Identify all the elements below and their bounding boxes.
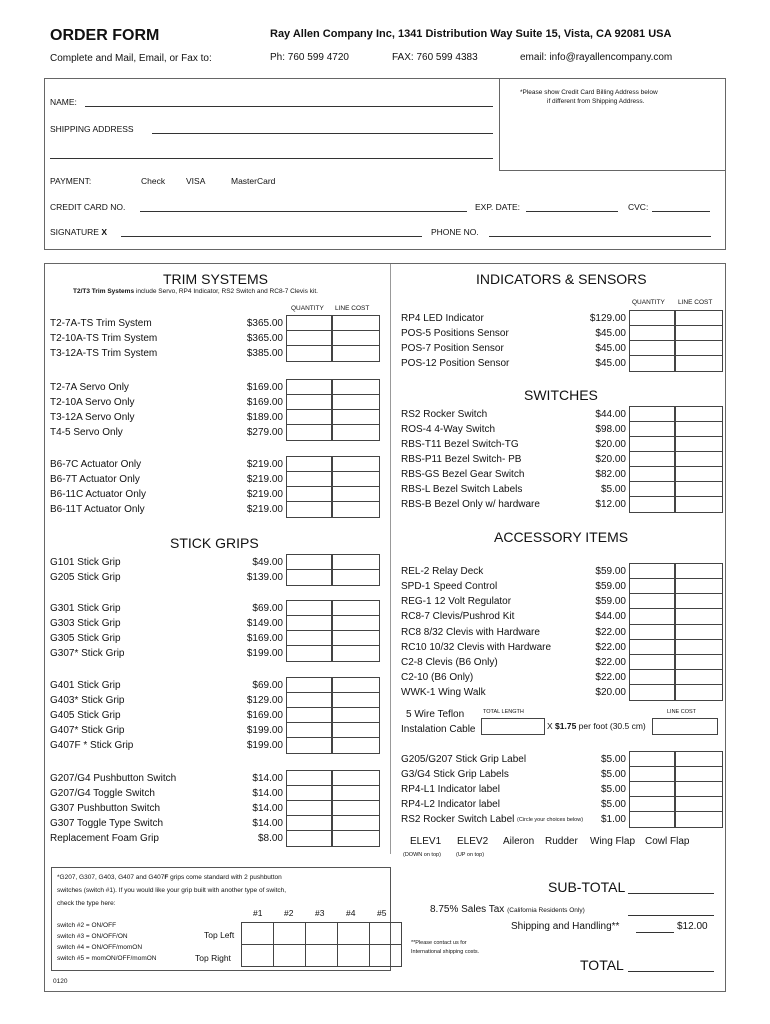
stick-grips-heading: STICK GRIPS	[170, 535, 259, 551]
cvc-field[interactable]	[652, 211, 710, 212]
switch-col-header-1: #1	[253, 908, 263, 918]
item-price: $22.00	[595, 672, 626, 683]
line-cost-input[interactable]	[332, 737, 380, 754]
item-row-pos-5-positions-sensor	[401, 326, 626, 341]
item-row-g407-stick-grip	[50, 723, 283, 738]
line-cost-input[interactable]	[332, 345, 380, 362]
item-price: $59.00	[595, 566, 626, 577]
shipping-address-label: SHIPPING ADDRESS	[50, 124, 134, 134]
intl-note-line2: International shipping costs.	[411, 949, 480, 955]
item-row-g207-g4-toggle-switch	[50, 786, 283, 801]
item-row-t3-12a-ts-trim-system	[50, 346, 283, 361]
signature-field[interactable]	[121, 236, 422, 237]
item-row-t3-12a-servo-only	[50, 410, 283, 425]
quantity-input[interactable]	[629, 684, 675, 701]
intl-note-line1: **Please contact us for	[411, 940, 467, 946]
item-name: RS2 Rocker Switch	[401, 409, 488, 420]
item-price: $199.00	[246, 648, 283, 659]
grid-top-left-1[interactable]	[242, 923, 274, 945]
item-row-t2-10a-ts-trim-system	[50, 331, 283, 346]
item-price: $219.00	[246, 459, 283, 470]
company-fax: FAX: 760 599 4383	[392, 52, 478, 63]
exp-date-field[interactable]	[526, 211, 618, 212]
choice-aileron[interactable]: Aileron	[503, 836, 535, 847]
shipping-value: $12.00	[677, 921, 708, 932]
switch-selection-grid	[241, 922, 402, 967]
item-row-g405-stick-grip	[50, 708, 283, 723]
line-cost-input[interactable]	[675, 608, 723, 625]
item-name: C2-8 Clevis (B6 Only)	[401, 657, 498, 668]
item-price: $139.00	[246, 572, 283, 583]
quantity-input[interactable]	[286, 501, 332, 518]
item-row-ros-4-4-way-switch	[401, 422, 626, 437]
company-address: Ray Allen Company Inc, 1341 Distribution Way Suite 15, Vista, CA 92081 USA	[270, 28, 672, 40]
item-price: $20.00	[595, 454, 626, 465]
item-name: RC8 8/32 Clevis with Hardware	[401, 627, 540, 638]
line-cost-input[interactable]	[332, 645, 380, 662]
cvc-label: CVC:	[628, 202, 649, 212]
column-divider	[390, 264, 391, 854]
item-name: T2-10A Servo Only	[50, 397, 135, 408]
item-row-g301-stick-grip	[50, 601, 283, 616]
item-name: POS-12 Position Sensor	[401, 358, 510, 369]
item-name: G307 Pushbutton Switch	[50, 803, 161, 814]
item-row-reg-1-12-volt-regulator	[401, 594, 626, 609]
shipping-address-field[interactable]	[152, 133, 493, 134]
item-row-rbs-p11-bezel-switch-pb	[401, 452, 626, 467]
item-name: G407* Stick Grip	[50, 725, 125, 736]
item-price: $12.00	[595, 499, 626, 510]
item-name: T2-10A-TS Trim System	[50, 333, 158, 344]
item-price: $5.00	[600, 784, 626, 795]
item-price: $279.00	[246, 427, 283, 438]
line-cost-input[interactable]	[332, 424, 380, 441]
item-row-rbs-b-bezel-only-w-hardware	[401, 497, 626, 512]
item-row-g207-g4-pushbutton-switch	[50, 771, 283, 786]
item-name: T2-7A-TS Trim System	[50, 318, 152, 329]
item-price: $129.00	[589, 313, 626, 324]
total-label: TOTAL	[580, 957, 624, 973]
switch-type-2: switch #2 = ON/OFF	[57, 922, 117, 929]
credit-card-label: CREDIT CARD NO.	[50, 202, 126, 212]
item-name: POS-7 Position Sensor	[401, 343, 504, 354]
item-row-g307-pushbutton-switch	[50, 801, 283, 816]
item-price: $169.00	[246, 633, 283, 644]
form-code: 0120	[53, 978, 68, 985]
item-price: $69.00	[252, 680, 283, 691]
item-row-replacement-foam-grip	[50, 831, 283, 846]
item-name: G307 Toggle Type Switch	[50, 818, 164, 829]
quantity-input[interactable]	[286, 830, 332, 847]
credit-card-field[interactable]	[140, 211, 467, 212]
form-title: ORDER FORM	[50, 27, 160, 44]
trim-qty-header: QUANTITY	[291, 305, 324, 312]
name-field[interactable]	[85, 106, 493, 107]
item-row-g407f-stick-grip	[50, 738, 283, 753]
item-price: $199.00	[246, 725, 283, 736]
quantity-input[interactable]	[629, 496, 675, 513]
circle-choices-note: (Circle your choices below)	[517, 817, 584, 823]
line-cost-input[interactable]	[675, 811, 723, 828]
form-instructions: Complete and Mail, Email, or Fax to:	[50, 53, 212, 64]
total-length-header: TOTAL LENGTH	[483, 709, 524, 715]
item-row-rc8-8-32-clevis-with-hardware	[401, 625, 626, 640]
item-name: T2-7A Servo Only	[50, 382, 129, 393]
item-price: $98.00	[595, 424, 626, 435]
item-row-g3-g4-stick-grip-labels	[401, 767, 626, 782]
item-row-g403-stick-grip	[50, 693, 283, 708]
item-price: $44.00	[595, 409, 626, 420]
item-row-g303-stick-grip	[50, 616, 283, 631]
item-price: $5.00	[600, 754, 626, 765]
item-name: B6-7C Actuator Only	[50, 459, 142, 470]
switch-note-line2: switches (switch #1). If you would like your grip built with another type of switch,	[57, 887, 287, 894]
item-price: $20.00	[595, 439, 626, 450]
item-name: REL-2 Relay Deck	[401, 566, 484, 577]
indicators-qty-header: QUANTITY	[632, 299, 665, 306]
item-name: RP4-L1 Indicator label	[401, 784, 500, 795]
item-price: $69.00	[252, 603, 283, 614]
top-right-label: Top Right	[195, 953, 231, 963]
item-price: $45.00	[595, 328, 626, 339]
item-row-g205-stick-grip	[50, 570, 283, 585]
item-row-b6-7t-actuator-only	[50, 472, 283, 487]
item-row-g205-g207-stick-grip-label	[401, 752, 626, 767]
signature-x-mark: X	[101, 227, 108, 237]
item-name: ROS-4 4-Way Switch	[401, 424, 496, 435]
quantity-input[interactable]	[629, 811, 675, 828]
item-row-rbs-l-bezel-switch-labels	[401, 482, 626, 497]
item-name: B6-11T Actuator Only	[50, 504, 145, 515]
indicators-heading: INDICATORS & SENSORS	[476, 271, 647, 287]
item-name: RC8-7 Clevis/Pushrod Kit	[401, 611, 515, 622]
item-row-rp4-l2-indicator-label	[401, 797, 626, 812]
grid-top-left-5[interactable]	[370, 923, 402, 945]
grid-top-right-3[interactable]	[306, 945, 338, 967]
billing-note-line1: *Please show Credit Card Billing Address below	[520, 89, 658, 96]
item-row-b6-11t-actuator-only	[50, 502, 283, 517]
item-name: G303 Stick Grip	[50, 618, 121, 629]
line-cost-input[interactable]	[332, 830, 380, 847]
teflon-linecost-header: LINE COST	[667, 709, 697, 715]
switch-type-4: switch #4 = ON/OFF/momON	[57, 944, 143, 951]
grid-top-right-4[interactable]	[338, 945, 370, 967]
item-row-b6-7c-actuator-only	[50, 457, 283, 472]
item-name: G307* Stick Grip	[50, 648, 125, 659]
quantity-input[interactable]	[286, 345, 332, 362]
item-name: G301 Stick Grip	[50, 603, 121, 614]
item-row-spd-1-speed-control	[401, 579, 626, 594]
payment-label: PAYMENT:	[50, 176, 92, 186]
line-cost-input[interactable]	[675, 355, 723, 372]
item-name: RBS-T11 Bezel Switch-TG	[401, 439, 519, 450]
item-price: $5.00	[600, 484, 626, 495]
item-price: $365.00	[246, 333, 283, 344]
item-name: G207/G4 Pushbutton Switch	[50, 773, 177, 784]
teflon-linecost-input[interactable]	[652, 718, 718, 735]
item-name: G101 Stick Grip	[50, 557, 121, 568]
item-name: RBS-P11 Bezel Switch- PB	[401, 454, 522, 465]
line-cost-input[interactable]	[332, 569, 380, 586]
item-row-t2-7a-servo-only	[50, 380, 283, 395]
item-price: $14.00	[252, 818, 283, 829]
item-price: $14.00	[252, 773, 283, 784]
item-name: POS-5 Positions Sensor	[401, 328, 509, 339]
item-name: G205/G207 Stick Grip Label	[401, 754, 527, 765]
switch-col-header-3: #3	[315, 908, 325, 918]
elev1-note: (DOWN on top)	[403, 852, 441, 858]
item-price: $44.00	[595, 611, 626, 622]
teflon-cable-label: 5 Wire Teflon	[406, 709, 465, 720]
item-name: T3-12A Servo Only	[50, 412, 135, 423]
payment-option-check[interactable]: Check	[141, 176, 166, 186]
grid-top-left-4[interactable]	[338, 923, 370, 945]
signature-label: SIGNATURE X	[50, 227, 108, 237]
item-price: $219.00	[246, 474, 283, 485]
billing-note-line2: if different from Shipping Address.	[547, 98, 645, 105]
item-name: T4-5 Servo Only	[50, 427, 123, 438]
item-price: $45.00	[595, 358, 626, 369]
switch-type-5: switch #5 = momON/OFF/momON	[57, 955, 157, 962]
shipping-field	[636, 932, 674, 933]
item-name: RBS-GS Bezel Gear Switch	[401, 469, 525, 480]
item-price: $59.00	[595, 596, 626, 607]
item-price: $1.00	[600, 814, 626, 825]
switch-note-line1: *G207, G307, G403, G407 and G407F grips come standard with 2 pushbutton	[57, 874, 282, 881]
item-row-rbs-t11-bezel-switch-tg	[401, 437, 626, 452]
item-price: $219.00	[246, 489, 283, 500]
top-left-label: Top Left	[204, 930, 235, 940]
item-price: $5.00	[600, 799, 626, 810]
company-phone: Ph: 760 599 4720	[270, 52, 349, 63]
item-row-g401-stick-grip	[50, 678, 283, 693]
item-price: $169.00	[246, 382, 283, 393]
item-name: RP4 LED Indicator	[401, 313, 484, 324]
item-name: G401 Stick Grip	[50, 680, 121, 691]
item-row-t2-10a-servo-only	[50, 395, 283, 410]
item-price: $385.00	[246, 348, 283, 359]
item-row-rp4-l1-indicator-label	[401, 782, 626, 797]
grid-top-left-2[interactable]	[274, 923, 306, 945]
sales-tax-field[interactable]	[628, 915, 714, 916]
item-price: $129.00	[246, 695, 283, 706]
quantity-input[interactable]	[629, 608, 675, 625]
item-name: B6-7T Actuator Only	[50, 474, 140, 485]
accessory-heading: ACCESSORY ITEMS	[494, 529, 629, 545]
sales-tax-label: 8.75% Sales Tax (California Residents Only)	[430, 904, 585, 915]
switch-col-header-2: #2	[284, 908, 294, 918]
item-name: G405 Stick Grip	[50, 710, 121, 721]
item-row-rs2-rocker-switch-label	[401, 812, 626, 827]
item-price: $20.00	[595, 687, 626, 698]
choice-elev2[interactable]: ELEV2	[457, 836, 489, 847]
item-row-pos-12-position-sensor	[401, 356, 626, 371]
grid-top-right-5[interactable]	[370, 945, 402, 967]
item-name: G305 Stick Grip	[50, 633, 121, 644]
item-name: G403* Stick Grip	[50, 695, 125, 706]
item-row-rc10-10-32-clevis-with-hardware	[401, 640, 626, 655]
item-row-c2-8-clevis-b6-only	[401, 655, 626, 670]
item-name: RS2 Rocker Switch Label	[401, 814, 515, 825]
item-row-t2-7a-ts-trim-system	[50, 316, 283, 331]
item-name: RC10 10/32 Clevis with Hardware	[401, 642, 552, 653]
item-name: Replacement Foam Grip	[50, 833, 159, 844]
item-row-g307-stick-grip	[50, 646, 283, 661]
item-row-rs2-rocker-switch	[401, 407, 626, 422]
item-price: $169.00	[246, 710, 283, 721]
item-row-rbs-gs-bezel-gear-switch	[401, 467, 626, 482]
trim-systems-note: T2/T3 Trim Systems include Servo, RP4 Indicator, RS2 Switch and RC8-7 Clevis kit.	[73, 288, 318, 295]
indicators-linecost-header: LINE COST	[678, 299, 713, 306]
grid-top-right-1[interactable]	[242, 945, 274, 967]
item-name: RP4-L2 Indicator label	[401, 799, 500, 810]
subtotal-label: SUB-TOTAL	[548, 879, 626, 895]
name-label: NAME:	[50, 97, 77, 107]
item-price: $199.00	[246, 740, 283, 751]
switch-col-header-4: #4	[346, 908, 356, 918]
line-cost-input[interactable]	[675, 684, 723, 701]
item-price: $219.00	[246, 504, 283, 515]
line-cost-input[interactable]	[675, 496, 723, 513]
line-cost-input[interactable]	[332, 501, 380, 518]
teflon-cable-label-2: Instalation Cable	[401, 724, 476, 735]
item-row-g101-stick-grip	[50, 555, 283, 570]
trim-linecost-header: LINE COST	[335, 305, 370, 312]
item-name: G207/G4 Toggle Switch	[50, 788, 155, 799]
quantity-input[interactable]	[286, 737, 332, 754]
exp-date-label: EXP. DATE:	[475, 202, 521, 212]
switch-type-3: switch #3 = ON/OFF/ON	[57, 933, 128, 940]
total-field[interactable]	[628, 971, 714, 972]
teflon-length-input[interactable]	[481, 718, 545, 735]
item-row-pos-7-position-sensor	[401, 341, 626, 356]
switches-heading: SWITCHES	[524, 387, 598, 403]
phone-field[interactable]	[489, 236, 711, 237]
grid-top-left-3[interactable]	[306, 923, 338, 945]
choice-wing-flap[interactable]: Wing Flap	[590, 836, 636, 847]
item-row-rp4-led-indicator	[401, 311, 626, 326]
item-name: RBS-B Bezel Only w/ hardware	[401, 499, 540, 510]
phone-label: PHONE NO.	[431, 227, 479, 237]
quantity-input[interactable]	[286, 645, 332, 662]
item-row-g305-stick-grip	[50, 631, 283, 646]
item-price: $189.00	[246, 412, 283, 423]
item-price: $5.00	[600, 769, 626, 780]
item-price: $22.00	[595, 627, 626, 638]
payment-option-visa[interactable]: VISA	[186, 176, 206, 186]
quantity-input[interactable]	[286, 424, 332, 441]
item-price: $82.00	[595, 469, 626, 480]
subtotal-field[interactable]	[628, 893, 714, 894]
item-row-rel-2-relay-deck	[401, 564, 626, 579]
shipping-address-field-2[interactable]	[50, 158, 493, 159]
quantity-input[interactable]	[286, 569, 332, 586]
payment-option-mastercard[interactable]: MasterCard	[231, 176, 276, 186]
item-name: T3-12A-TS Trim System	[50, 348, 158, 359]
item-name: REG-1 12 Volt Regulator	[401, 596, 512, 607]
item-name: G3/G4 Stick Grip Labels	[401, 769, 509, 780]
item-price: $49.00	[252, 557, 283, 568]
item-price: $14.00	[252, 803, 283, 814]
item-row-b6-11c-actuator-only	[50, 487, 283, 502]
item-name: G407F * Stick Grip	[50, 740, 134, 751]
trim-systems-heading: TRIM SYSTEMS	[163, 271, 269, 287]
choice-elev1[interactable]: ELEV1	[410, 836, 442, 847]
item-price: $14.00	[252, 788, 283, 799]
switch-col-header-5: #5	[377, 908, 387, 918]
item-price: $8.00	[257, 833, 283, 844]
quantity-input[interactable]	[629, 355, 675, 372]
switch-note-line3: check the type here:	[57, 900, 116, 907]
item-price: $149.00	[246, 618, 283, 629]
teflon-per-foot: X $1.75 per foot (30.5 cm)	[547, 721, 646, 731]
item-price: $22.00	[595, 657, 626, 668]
item-price: $365.00	[246, 318, 283, 329]
choice-rudder[interactable]: Rudder	[545, 836, 578, 847]
item-price: $22.00	[595, 642, 626, 653]
grid-top-right-2[interactable]	[274, 945, 306, 967]
item-name: B6-11C Actuator Only	[50, 489, 146, 500]
item-row-t4-5-servo-only	[50, 425, 283, 440]
item-name: C2-10 (B6 Only)	[401, 672, 474, 683]
item-price: $169.00	[246, 397, 283, 408]
item-row-c2-10-b6-only	[401, 670, 626, 685]
elev2-note: (UP on top)	[456, 852, 485, 858]
item-price: $59.00	[595, 581, 626, 592]
item-row-rc8-7-clevis-pushrod-kit	[401, 609, 626, 624]
item-row-wwk-1-wing-walk	[401, 685, 626, 700]
choice-cowl-flap[interactable]: Cowl Flap	[645, 836, 690, 847]
item-name: WWK-1 Wing Walk	[401, 687, 486, 698]
item-name: RBS-L Bezel Switch Labels	[401, 484, 523, 495]
item-price: $45.00	[595, 343, 626, 354]
item-name: G205 Stick Grip	[50, 572, 121, 583]
company-email: email: info@rayallencompany.com	[520, 52, 673, 63]
item-row-g307-toggle-type-switch	[50, 816, 283, 831]
shipping-label: Shipping and Handling**	[511, 921, 620, 932]
item-name: SPD-1 Speed Control	[401, 581, 498, 592]
